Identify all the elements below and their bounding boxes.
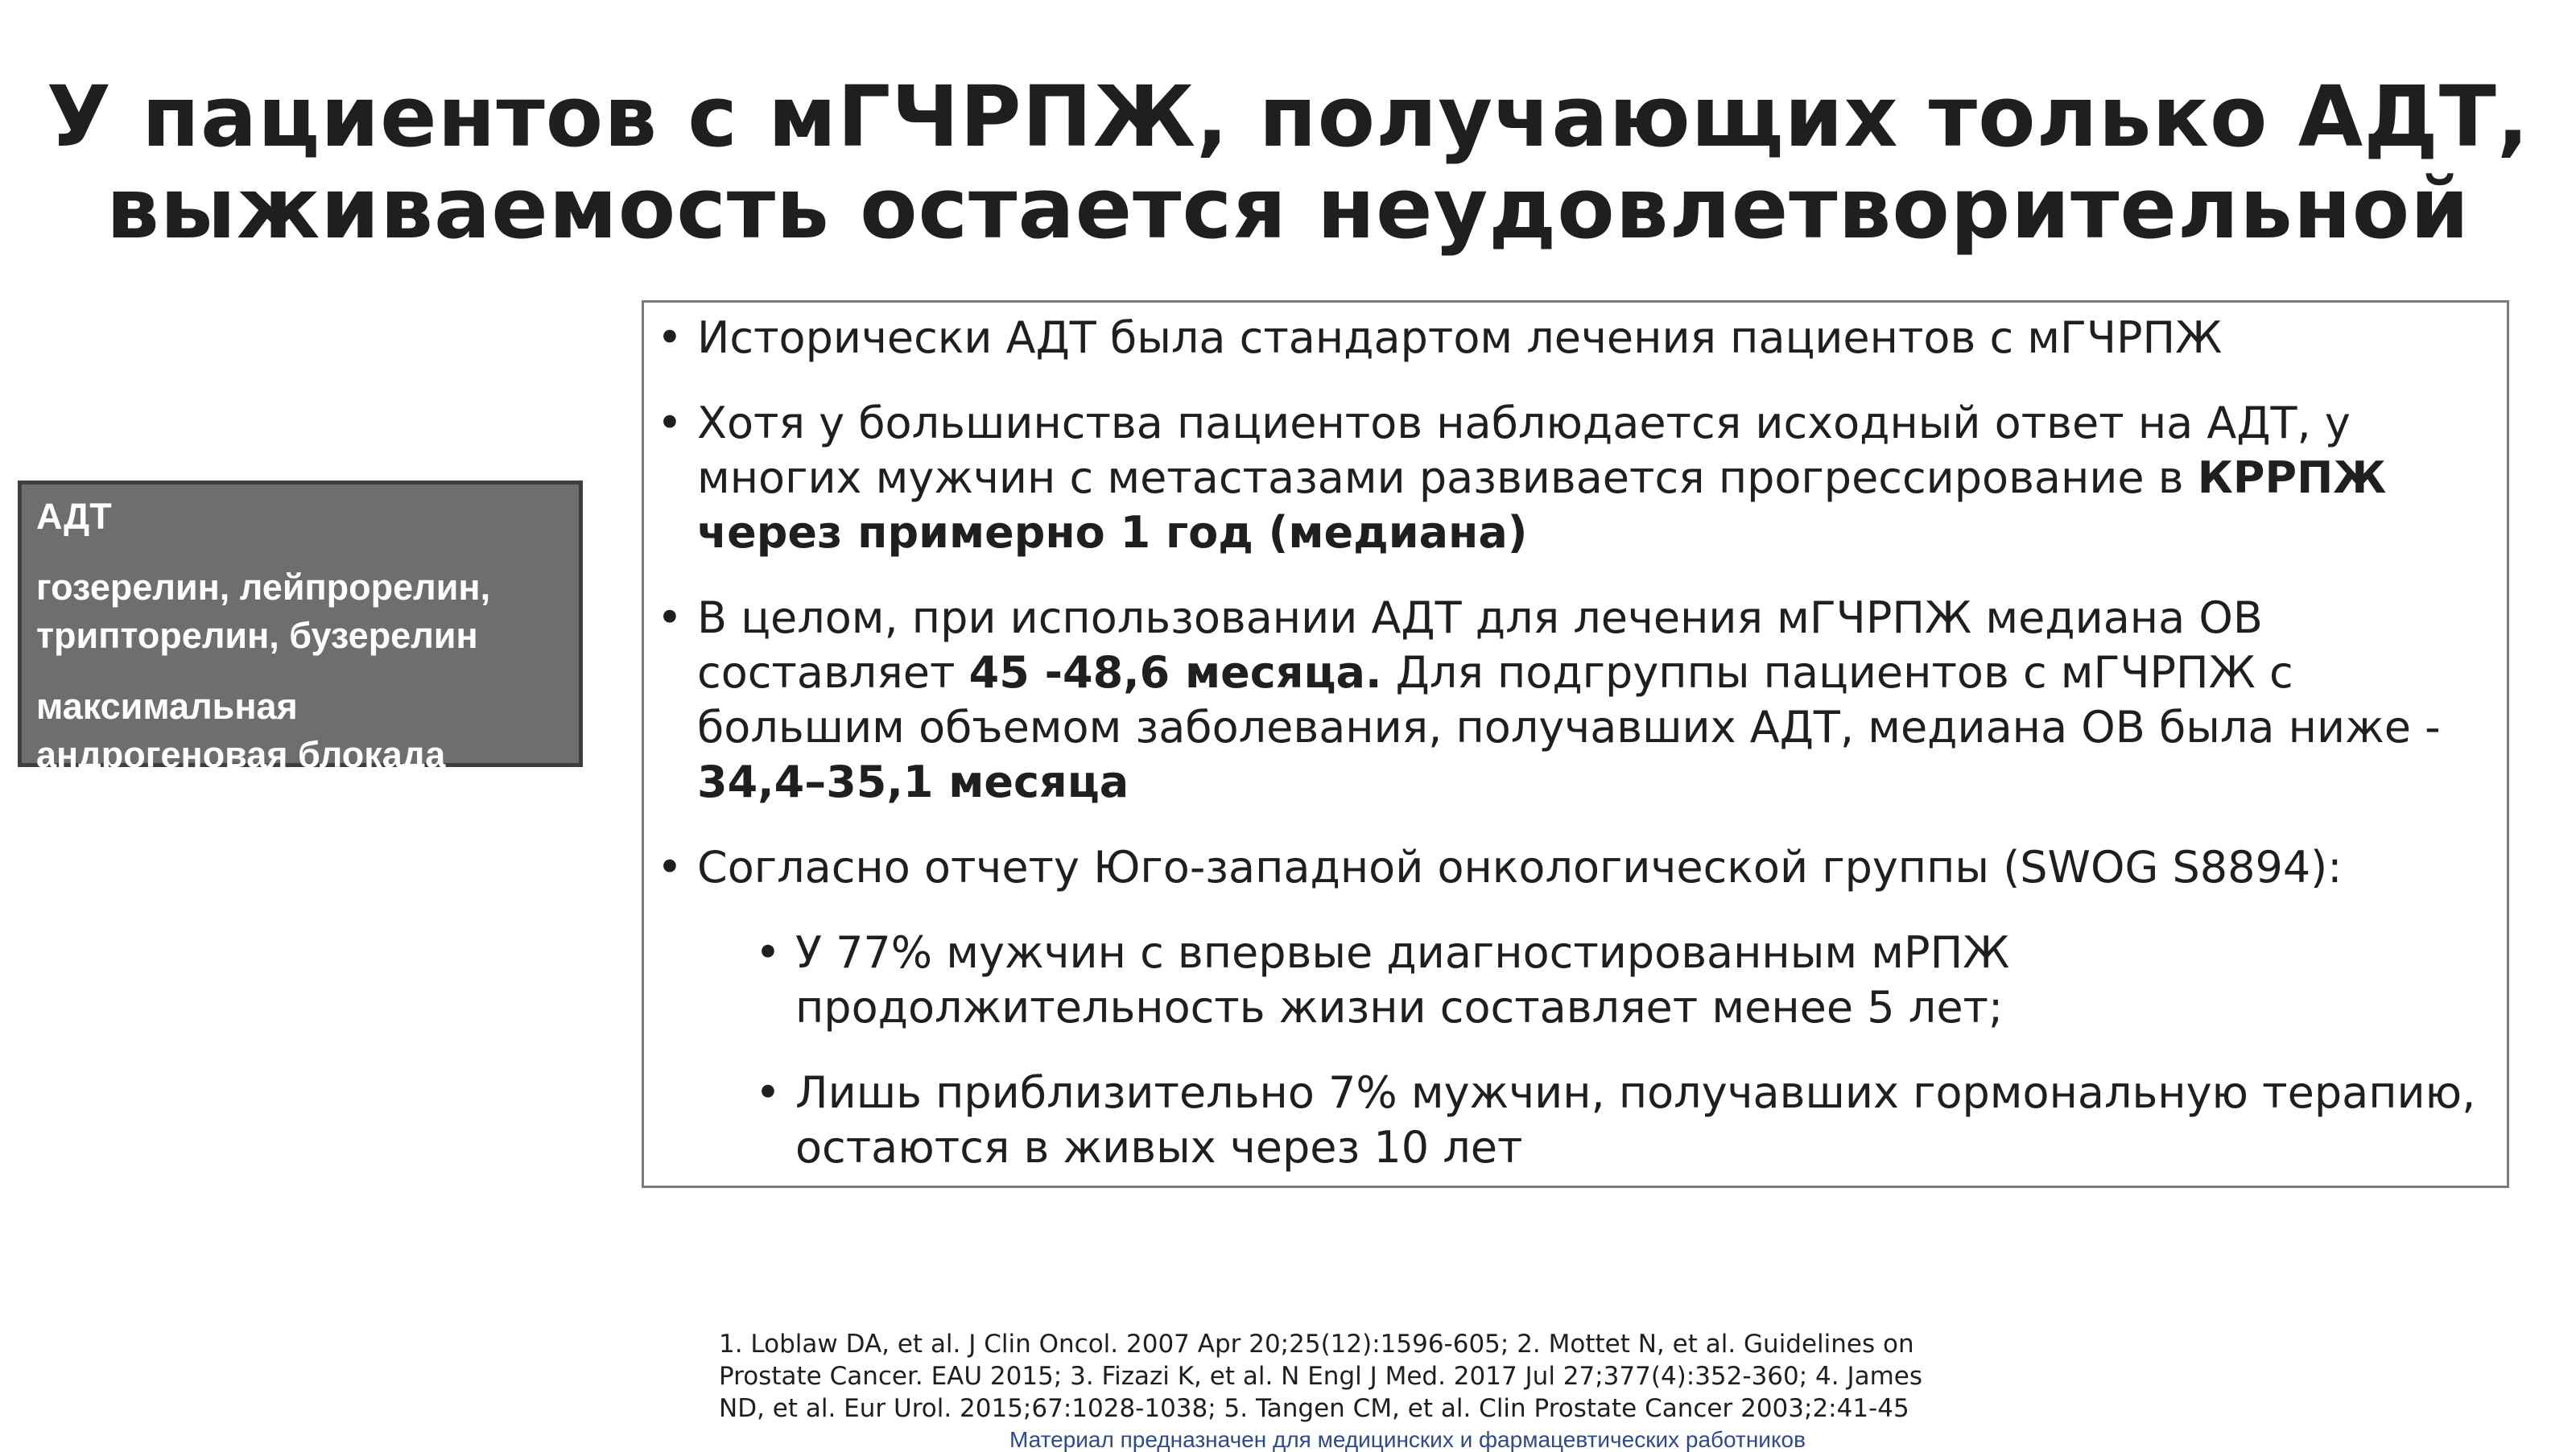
- reference-line: ND, et al. Eur Urol. 2015;67:1028-1038; 5. Tangen CM, et al. Clin Prostate Cancer 2003;2:41-45: [719, 1394, 1909, 1423]
- references: [719, 1328, 1975, 1425]
- adt-box-blockade-line-1: максимальная: [36, 686, 298, 727]
- adt-box-drugs: [36, 563, 564, 660]
- slide-title-line-2: выживаемость остается неудовлетворительной: [105, 159, 2471, 258]
- bullet-marker: •: [657, 312, 683, 363]
- slide-title-line-1: У пациентов с мГЧРПЖ, получающих только АДТ,: [46, 67, 2530, 166]
- bullet-historical-standard: [657, 311, 2487, 365]
- bullet-bold-text: 34,4–35,1 месяца: [697, 757, 1129, 807]
- bullet-text: Согласно отчету Юго-западной онкологической группы (SWOG S8894):: [697, 842, 2343, 893]
- adt-box-drugs-line-2: трипторелин, бузерелин: [36, 615, 478, 656]
- bullet-text: Для подгруппы пациентов с мГЧРПЖ с большим объемом заболевания, получавших АДТ, медиана ОВ была ниже -: [697, 647, 2441, 753]
- sub-bullet-five-year-survival: [755, 926, 2487, 1035]
- reference-line: Prostate Cancer. EAU 2015; 3. Fizazi K, et al. N Engl J Med. 2017 Jul 27;377(4):352-360; 4. James: [719, 1362, 1923, 1391]
- bullet-bold-text: КРРПЖ через примерно 1 год (медиана): [697, 452, 2387, 558]
- adt-box-blockade-line-2: андрогеновая блокада: [36, 734, 446, 775]
- audience-disclaimer: Материал предназначен для медицинских и фармацевтических работников: [1009, 1427, 1806, 1452]
- adt-box-drugs-line-1: гозерелин, лейпрорелин,: [36, 567, 491, 608]
- bullet-marker: •: [755, 1067, 781, 1118]
- bullet-swog-report: [657, 840, 2487, 895]
- sub-bullet-ten-year-survival: [755, 1066, 2487, 1175]
- bullet-crpc-progression: [657, 396, 2487, 560]
- adt-box-blockade: [36, 683, 564, 779]
- bullet-median-os: [657, 591, 2487, 810]
- bullet-marker: •: [657, 842, 683, 893]
- adt-box-heading: АДТ: [36, 496, 112, 537]
- bullet-text: Хотя у большинства пациентов наблюдается исходный ответ на АДТ, у многих мужчин с метастазами развивается прогрессирование в: [697, 398, 2351, 503]
- bullet-marker: •: [657, 398, 683, 448]
- bullet-bold-text: 45 -48,6 месяца.: [968, 647, 1382, 698]
- bullet-text: В целом, при использовании АДТ для лечения мГЧРПЖ медиана ОВ составляет: [697, 592, 2263, 698]
- reference-line: 1. Loblaw DA, et al. J Clin Oncol. 2007 Apr 20;25(12):1596-605; 2. Mottet N, et al. Guidelines on: [719, 1330, 1914, 1359]
- bullet-text: У 77% мужчин с впервые диагностированным мРПЖ продолжительность жизни составляет менее 5 лет;: [795, 927, 2010, 1033]
- bullet-marker: •: [755, 927, 781, 978]
- slide-title: [0, 67, 2576, 258]
- bullet-marker: •: [657, 592, 683, 643]
- adt-therapy-box: [18, 481, 583, 775]
- bullet-text: Исторически АДТ была стандартом лечения пациентов с мГЧРПЖ: [697, 312, 2223, 363]
- bullet-text: Лишь приблизительно 7% мужчин, получавших гормональную терапию, остаются в живых через 10 лет: [795, 1067, 2476, 1173]
- key-points-box: [642, 300, 2509, 1188]
